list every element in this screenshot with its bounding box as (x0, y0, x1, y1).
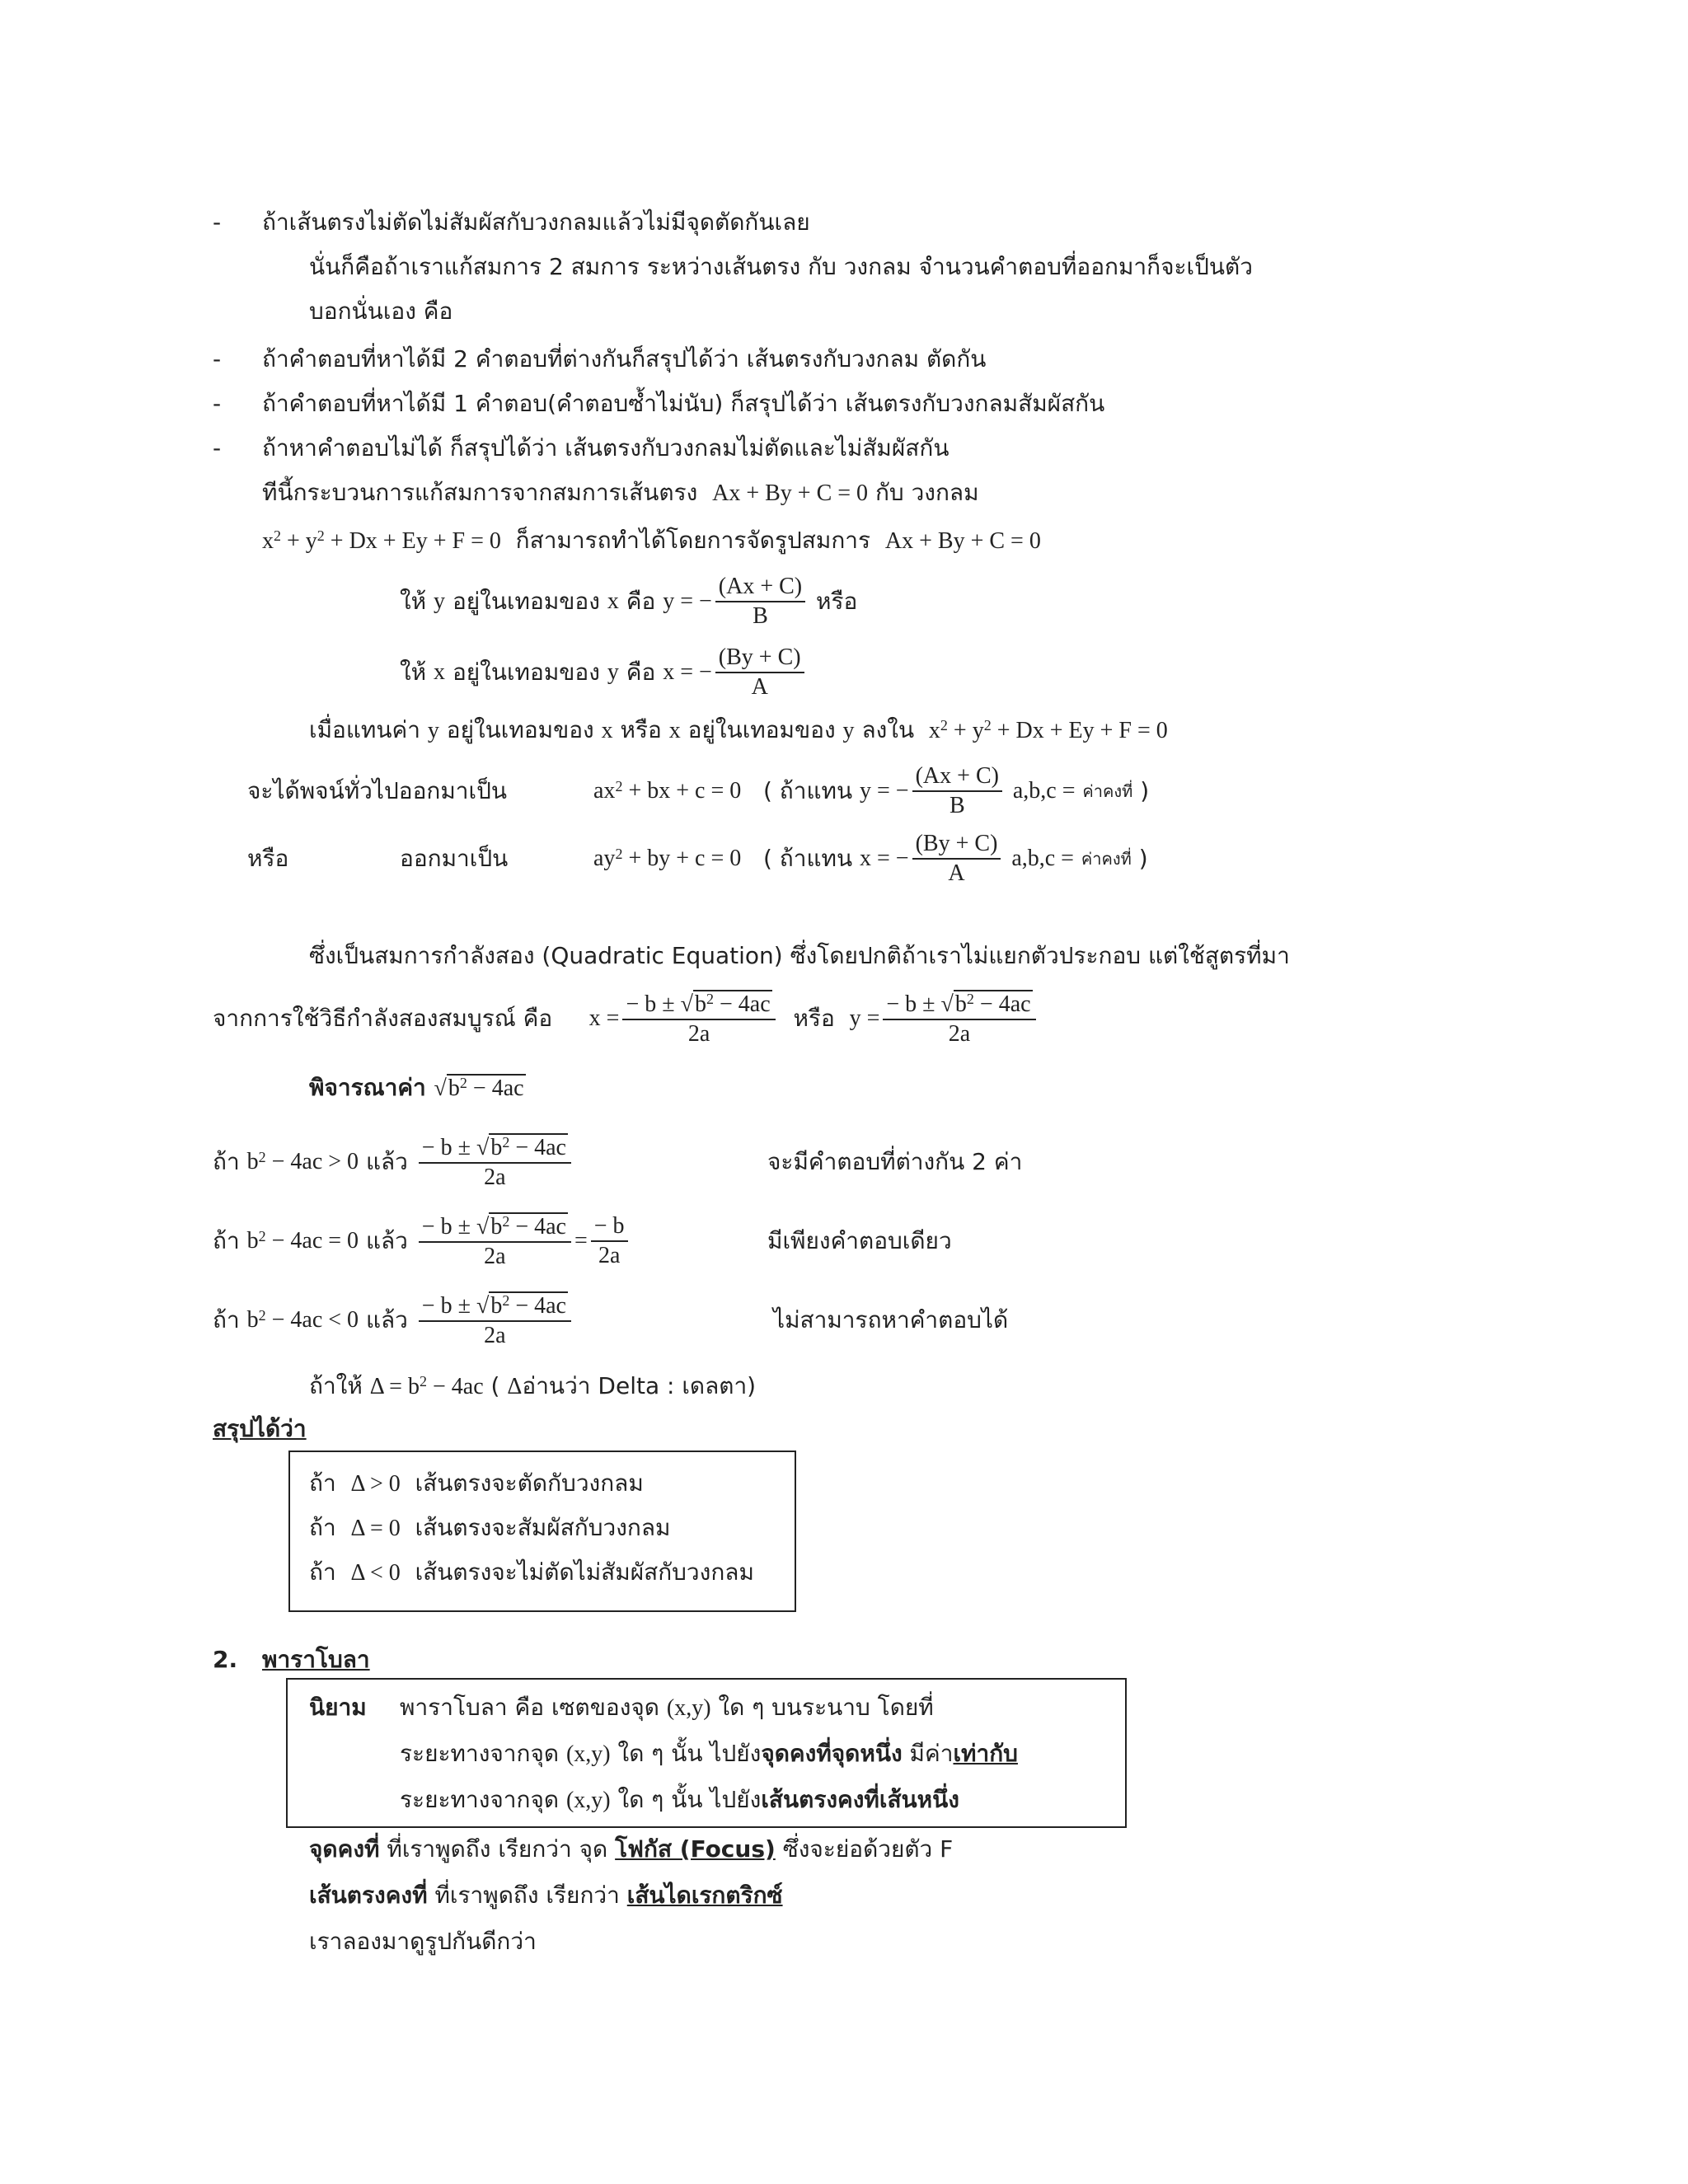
definition-line-1: พาราโบลา คือ เซตของจุด (x,y) ใด ๆ บนระนาบ โดยที่ (400, 1694, 934, 1721)
bullet-one-answer: ถ้าคำตอบที่หาได้มี 1 คำตอบ(คำตอบซ้ำไม่นับ) ก็สรุปได้ว่า เส้นตรงกับวงกลมสัมผัสกัน (262, 390, 1105, 417)
section-number: 2. (213, 1646, 238, 1673)
let-x-equation: ให้ x อยู่ในเทอมของ y คือ x = − $\frac{(By + C)}{A}$ (400, 640, 808, 705)
bullet-dash: - (213, 434, 222, 462)
process-line-1: ทีนี้กระบวนการแก้สมการจากสมการเส้นตรง Ax + By + C = 0 กับ วงกลม (262, 479, 979, 506)
summary-row-negative: ถ้า Δ < 0 เส้นตรงจะไม่ตัดไม่สัมผัสกับวงกลม (309, 1558, 754, 1586)
summary-heading: สรุปได้ว่า (213, 1415, 307, 1442)
directrix-line: เส้นตรงคงที่ ที่เราพูดถึง เรียกว่า เส้นไดเรกตริกซ์ (309, 1882, 783, 1909)
summary-row-zero: ถ้า Δ = 0 เส้นตรงจะสัมผัสกับวงกลม (309, 1514, 671, 1541)
paragraph-line: นั่นก็คือถ้าเราแก้สมการ 2 สมการ ระหว่างเส้นตรง กับ วงกลม จำนวนคำตอบที่ออกมาก็จะเป็นตัว (309, 253, 1253, 280)
bullet-dash: - (213, 209, 222, 236)
bullet-two-answers: ถ้าคำตอบที่หาได้มี 2 คำตอบที่ต่างกันก็สรุปได้ว่า เส้นตรงกับวงกลม ตัดกัน (262, 345, 987, 373)
discriminant-case-positive: ถ้า $b^2 - 4ac > 0$ แล้ว $\frac{- b \pm √b^2 - 4ac}{2a}$ จะมีคำตอบที่ต่างกัน 2 ค่า (213, 1133, 1023, 1190)
quadratic-formula: จากการใช้วิธีกำลังสองสมบูรณ์ คือ x = $\frac{- b \pm √b^2 - 4ac}{2a}$ หรือ y = $\frac{- b \pm √b^2 - 4ac}{2a}$ (213, 984, 1039, 1053)
paragraph-line: บอกนั่นเอง คือ (309, 298, 453, 325)
discriminant-case-zero: ถ้า $b^2 - 4ac = 0$ แล้ว $\frac{- b \pm √b^2 - 4ac}{2a}$ = $\frac{- b}{2a}$ มีเพียงคำตอบเดียว (213, 1212, 952, 1269)
closing-line: เราลองมาดูรูปกันดีกว่า (309, 1928, 537, 1955)
definition-label: นิยาม (309, 1694, 367, 1721)
discriminant-case-negative: ถ้า $b^2 - 4ac < 0$ แล้ว $\frac{- b \pm √b^2 - 4ac}{2a}$ ไม่สามารถหาคำตอบได้ (213, 1291, 1009, 1348)
quadratic-paragraph: ซึ่งเป็นสมการกำลังสอง (Quadratic Equation) ซึ่งโดยปกติถ้าเราไม่แยกตัวประกอบ แต่ใช้สูตรที่มา (309, 942, 1290, 969)
delta-definition: ถ้าให้ $\Delta = b^2 - 4ac$ ( Δอ่านว่า Delta : เดลตา) (309, 1372, 757, 1399)
bullet-dash: - (213, 390, 222, 417)
definition-line-3: ระยะทางจากจุด (x,y) ใด ๆ นั้น ไปยังเส้นตรงคงที่เส้นหนึ่ง (400, 1786, 959, 1813)
process-line-2: $x^2 + y^2 + Dx + Ey + F = 0$ ก็สามารถทำได้โดยการจัดรูปสมการ Ax + By + C = 0 (262, 527, 1041, 554)
consider-discriminant: พิจารณาค่า $√b^2 - 4ac$ (309, 1074, 524, 1101)
let-y-equation: ให้ y อยู่ในเทอมของ x คือ y = − $\frac{(Ax + C)}{B}$ หรือ (400, 574, 858, 629)
bullet-no-answer: ถ้าหาคำตอบไม่ได้ ก็สรุปได้ว่า เส้นตรงกับวงกลมไม่ตัดและไม่สัมผัสกัน (262, 434, 950, 462)
general-form-1: จะได้พจน์ทั่วไปออกมาเป็น $ax^2$ + bx + c = 0 ( ถ้าแทน y = − $\frac{(Ax + C)}{B}$ a,b,c = ค่าคงที่ ) (247, 763, 1150, 818)
section-title: พาราโบลา (262, 1646, 370, 1673)
summary-row-positive: ถ้า Δ > 0 เส้นตรงจะตัดกับวงกลม (309, 1469, 644, 1497)
general-form-2: หรือ ออกมาเป็น $ay^2$ + by + c = 0 ( ถ้าแทน x = − $\frac{(By + C)}{A}$ a,b,c = ค่าคงที่ ) (247, 831, 1148, 886)
focus-line: จุดคงที่ ที่เราพูดถึง เรียกว่า จุด โฟกัส (Focus) ซึ่งจะย่อด้วยตัว F (309, 1835, 954, 1863)
bullet-no-intersection: ถ้าเส้นตรงไม่ตัดไม่สัมผัสกับวงกลมแล้วไม่มีจุดตัดกันเลย (262, 209, 810, 236)
bullet-dash: - (213, 345, 222, 373)
substitute-line: เมื่อแทนค่า y อยู่ในเทอมของ x หรือ x อยู่ในเทอมของ y ลงใน $x^2 + y^2 + Dx + Ey + F = 0$ (309, 716, 1168, 743)
definition-line-2: ระยะทางจากจุด (x,y) ใด ๆ นั้น ไปยังจุดคงที่จุดหนึ่ง มีค่าเท่ากับ (400, 1740, 1018, 1767)
